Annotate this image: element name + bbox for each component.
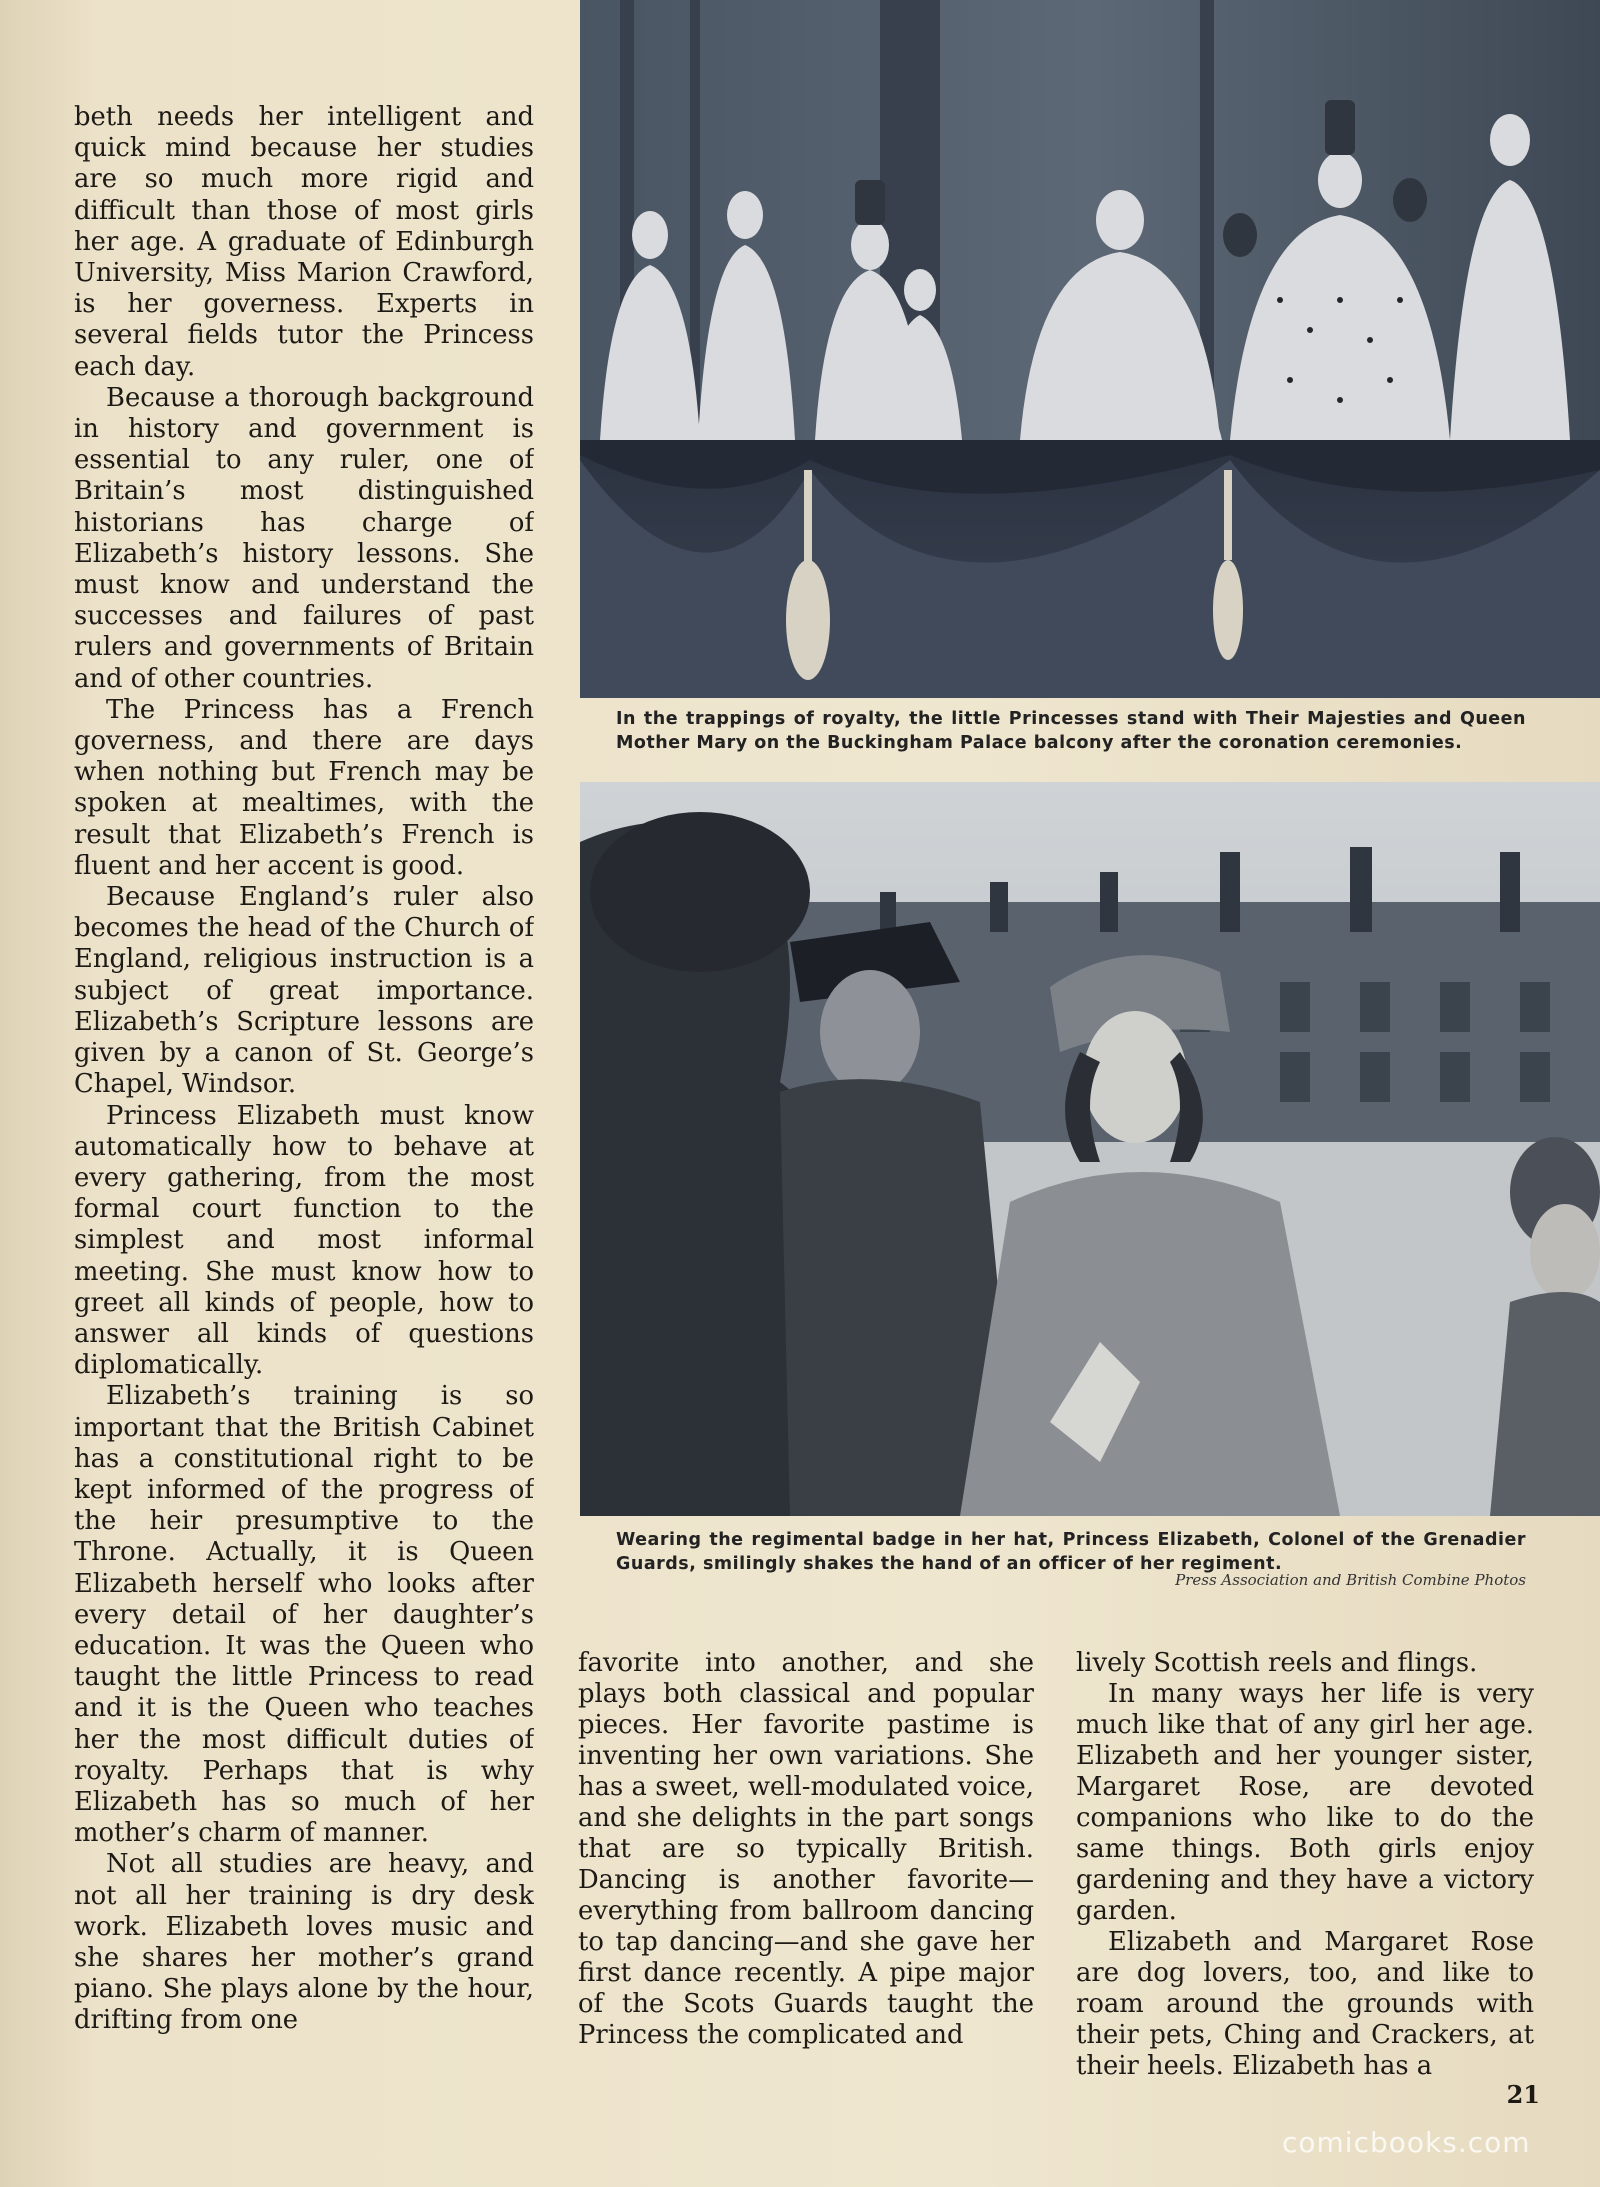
paragraph: Elizabeth and Margaret Rose are dog lovers, too, and like to roam around the grounds with their pets, Ching and Crackers, at their heels. Elizabeth has a [1076, 1927, 1534, 2078]
bottom-photo-caption: Wearing the regimental badge in her hat, Princess Elizabeth, Colonel of the Grenadier Guards, smilingly shakes the hand of an officer of her regiment. [616, 1530, 1526, 1574]
regiment-photo-image [580, 782, 1600, 1516]
paragraph: beth needs her intelligent and quick mind because her studies are so much more rigid and difficult than those of most girls her age. A graduate of Edinburgh University, Miss Marion Crawford, is her governess. Experts in several fields tutor the Princess each day. [74, 102, 534, 382]
page-number: 21 [1506, 2080, 1540, 2109]
paragraph: In many ways her life is very much like that of any girl her age. Elizabeth and her younger sister, Margaret Rose, are devoted companions who like to do the same things. Both girls enjoy gardening and they have a victory garden. [1076, 1679, 1534, 1926]
paragraph: Because England’s ruler also becomes the head of the Church of England, religious instruction is a subject of great importance. Elizabeth’s Scripture lessons are given by a canon of St. George’s Chapel, Windsor. [74, 882, 534, 1100]
article-middle-column [578, 1648, 1034, 2078]
regiment-photo [580, 782, 1600, 1516]
balcony-photo-image [580, 0, 1600, 698]
balcony-photo [580, 0, 1600, 698]
paragraph: favorite into another, and she plays both classical and popular pieces. Her favorite pastime is inventing her own variations. She has a sweet, well-modulated voice, and she delights in the part songs that are so typically British. Dancing is another favorite—everything from ballroom dancing to tap dancing—and she gave her first dance recently. A pipe major of the Scots Guards taught the Princess the complicated and [578, 1648, 1034, 2050]
paragraph: lively Scottish reels and flings. [1076, 1648, 1478, 1678]
paragraph: Because a thorough background in history and government is essential to any ruler, one of Britain’s most distinguished historians has charge of Elizabeth’s history lessons. She must know and understand the successes and failures of past rulers and governments of Britain and of other countries. [74, 382, 534, 694]
photo-credit: Press Association and British Combine Photos [1175, 1571, 1526, 1589]
top-photo-caption: In the trappings of royalty, the little Princesses stand with Their Majesties and Queen Mother Mary on the Buckingham Palace balcony after the coronation ceremonies. [616, 709, 1526, 753]
site-watermark: comicbooks.com [1282, 2126, 1531, 2159]
article-left-column [74, 102, 534, 2082]
paragraph: Elizabeth’s training is so important that the British Cabinet has a constitutional right to be kept informed of the progress of the heir presumptive to the Throne. Actually, it is Queen Elizabeth herself who looks after every detail of her daughter’s education. It was the Queen who taught the little Princess to read and it is the Queen who teaches her the most difficult duties of royalty. Perhaps that is why Elizabeth has so much of her mother’s charm of manner. [74, 1381, 534, 1849]
paragraph: Not all studies are heavy, and not all her training is dry desk work. Elizabeth loves music and she shares her mother’s grand piano. She plays alone by the hour, drifting from one [74, 1849, 534, 2036]
paragraph: Princess Elizabeth must know automatically how to behave at every gathering, from the most formal court function to the simplest and most informal meeting. She must know how to greet all kinds of people, how to answer all kinds of questions diplomatically. [74, 1100, 534, 1381]
paragraph: The Princess has a French governess, and there are days when nothing but French may be spoken at mealtimes, with the result that Elizabeth’s French is fluent and her accent is good. [74, 694, 534, 881]
article-right-column [1076, 1648, 1534, 2078]
